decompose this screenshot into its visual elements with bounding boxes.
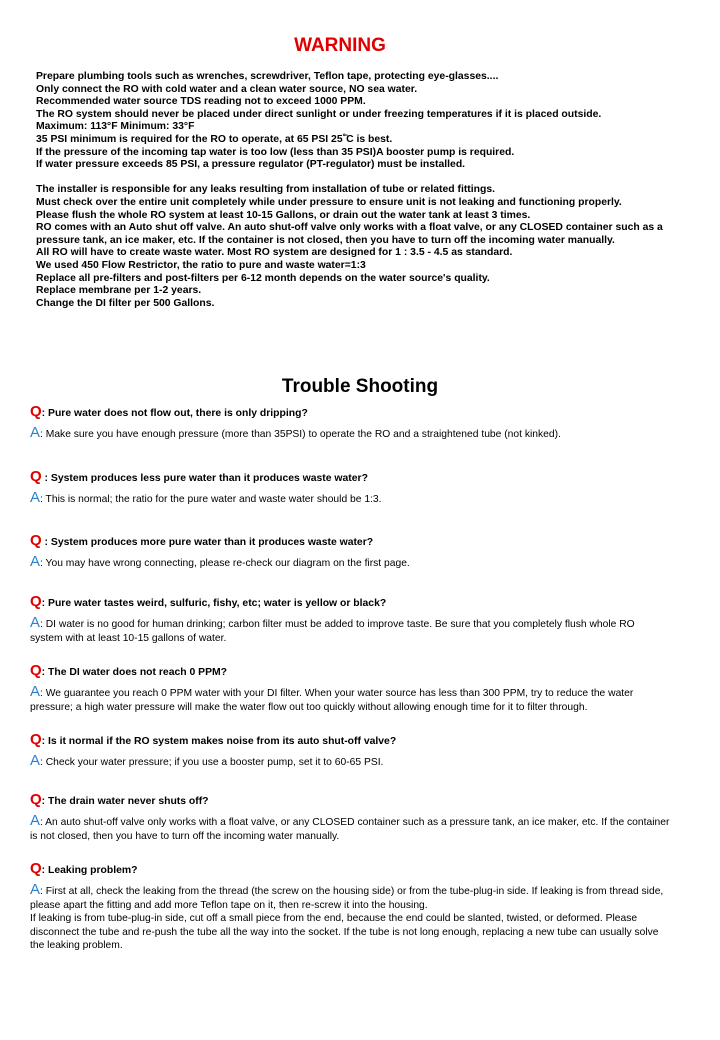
question-text: : System produces more pure water than it produces waste water?	[41, 537, 374, 548]
question-text: : The drain water never shuts off?	[41, 796, 209, 807]
a-marker: A	[30, 881, 41, 898]
q-marker: Q	[30, 593, 42, 610]
q-marker: Q	[30, 468, 42, 485]
warning-line: We used 450 Flow Restrictor, the ratio to pure and waste water=1:3	[36, 259, 366, 271]
q-marker: Q	[30, 860, 42, 877]
answer	[30, 754, 670, 770]
qa-item	[30, 405, 670, 442]
answer-text: : An auto shut-off valve only works with a float valve, or any CLOSED container such as a pressure tank, an ice maker, etc. If the container is not closed, then you have to turn off the incoming water manually.	[30, 817, 670, 842]
answer-text: : Check your water pressure; if you use a booster pump, set it to 60-65 PSI.	[40, 757, 384, 768]
a-marker: A	[30, 752, 41, 769]
warning-line: Replace all pre-filters and post-filters per 6-12 month depends on the water source's quality.	[36, 272, 490, 284]
q-marker: Q	[30, 403, 42, 420]
answer-text: : First at all, check the leaking from the thread (the screw on the housing side) or from the tube-plug-in side. If leaking is from thread side, please apart the fitting and add more Teflon tape on it, then re-screw it into the housing.	[30, 886, 664, 911]
qa-item	[30, 470, 670, 507]
warning-list	[36, 71, 706, 310]
warning-line: Prepare plumbing tools such as wrenches, screwdriver, Teflon tape, protecting eye-glasses....	[36, 71, 499, 82]
question	[30, 595, 670, 611]
answer	[30, 814, 670, 843]
question-text: : Pure water tastes weird, sulfuric, fishy, etc; water is yellow or black?	[41, 598, 387, 609]
question	[30, 534, 670, 550]
question	[30, 470, 670, 486]
a-marker: A	[30, 489, 41, 506]
question	[30, 862, 670, 878]
warning-line: Change the DI filter per 500 Gallons.	[36, 297, 215, 309]
question-text: : The DI water does not reach 0 PPM?	[41, 667, 228, 678]
warning-line: Maximum: 113°F Minimum: 33°F	[36, 121, 195, 133]
troubleshooting-title: Trouble Shooting	[281, 376, 439, 397]
warning-line: The RO system should never be placed under direct sunlight or under freezing temperatures if it is placed outside.	[36, 108, 602, 120]
warning-line: Replace membrane per 1-2 years.	[36, 285, 202, 297]
warning-line: If water pressure exceeds 85 PSI, a pressure regulator (PT-regulator) must be installed.	[36, 159, 466, 171]
answer	[30, 685, 670, 714]
warning-line: Must check over the entire unit completely while under pressure to ensure unit is not leaking and functioning properly.	[36, 196, 622, 208]
a-marker: A	[30, 614, 41, 631]
qa-item	[30, 733, 670, 770]
warning-line: 35 PSI minimum is required for the RO to operate, at 65 PSI 25˚̄C is best.	[36, 133, 393, 145]
qa-item	[30, 862, 670, 953]
answer	[30, 883, 670, 953]
warning-line: If the pressure of the incoming tap water is too low (less than 35 PSI)A booster pump is required.	[36, 146, 515, 158]
answer-text: : You may have wrong connecting, please re-check our diagram on the first page.	[40, 558, 410, 569]
answer-text: : This is normal; the ratio for the pure water and waste water should be 1:3.	[40, 494, 382, 505]
warning-line: The installer is responsible for any leaks resulting from installation of tube or related fittings.	[36, 184, 496, 196]
q-marker: Q	[30, 662, 42, 679]
question	[30, 733, 670, 749]
answer	[30, 616, 670, 645]
answer-text: : We guarantee you reach 0 PPM water with your DI filter. When your water source has less than 300 PPM, try to reduce the water pressure; a high water pressure will make the water flow out too quickly without allowing enough time for it to filter through.	[30, 688, 634, 713]
a-marker: A	[30, 812, 41, 829]
warning-line: Only connect the RO with cold water and a clean water source, NO sea water.	[36, 83, 418, 95]
qa-item	[30, 793, 670, 843]
a-marker: A	[30, 683, 41, 700]
qa-item	[30, 534, 670, 571]
answer-text: : DI water is no good for human drinking; carbon filter must be added to improve taste. Be sure that you completely flush whole RO system with at least 10-15 gallons of water.	[30, 619, 635, 644]
warning-line: All RO will have to create waste water. Most RO system are designed for 1 : 3.5 - 4.5 as standard.	[36, 247, 513, 259]
qa-item	[30, 664, 670, 714]
answer	[30, 491, 670, 507]
question	[30, 405, 670, 421]
qa-item	[30, 595, 670, 645]
question-text: : Leaking problem?	[41, 865, 138, 876]
warning-line: RO comes with an Auto shut off valve. An auto shut-off valve only works with a float valve, or any CLOSED container such as a pressure tank, an ice maker, etc. If the container is not closed, then you have to turn off the incoming water manually.	[36, 222, 663, 246]
a-marker: A	[30, 424, 41, 441]
q-marker: Q	[30, 532, 42, 549]
warning-title: WARNING	[294, 35, 386, 56]
question-text: : Is it normal if the RO system makes noise from its auto shut-off valve?	[41, 736, 397, 747]
question-text: : Pure water does not flow out, there is only dripping?	[41, 408, 308, 419]
q-marker: Q	[30, 731, 42, 748]
warning-line: Please flush the whole RO system at least 10-15 Gallons, or drain out the water tank at least 3 times.	[36, 209, 531, 221]
answer-text: : Make sure you have enough pressure (more than 35PSI) to operate the RO and a straightened tube (not kinked).	[40, 429, 561, 440]
warning-line: Recommended water source TDS reading not to exceed 1000 PPM.	[36, 96, 366, 108]
answer-text-continued: If leaking is from tube-plug-in side, cut off a small piece from the end, because the end could be slanted, twisted, or deformed. Please disconnect the tube and re-push the tube all the way into the socket. If the tube is not long enough, replacing a new tube can usually solve the leaking problem.	[30, 913, 659, 951]
question	[30, 664, 670, 680]
question-text: : System produces less pure water than it produces waste water?	[41, 473, 368, 484]
q-marker: Q	[30, 791, 42, 808]
a-marker: A	[30, 553, 41, 570]
answer	[30, 426, 670, 442]
answer	[30, 555, 670, 571]
question	[30, 793, 670, 809]
